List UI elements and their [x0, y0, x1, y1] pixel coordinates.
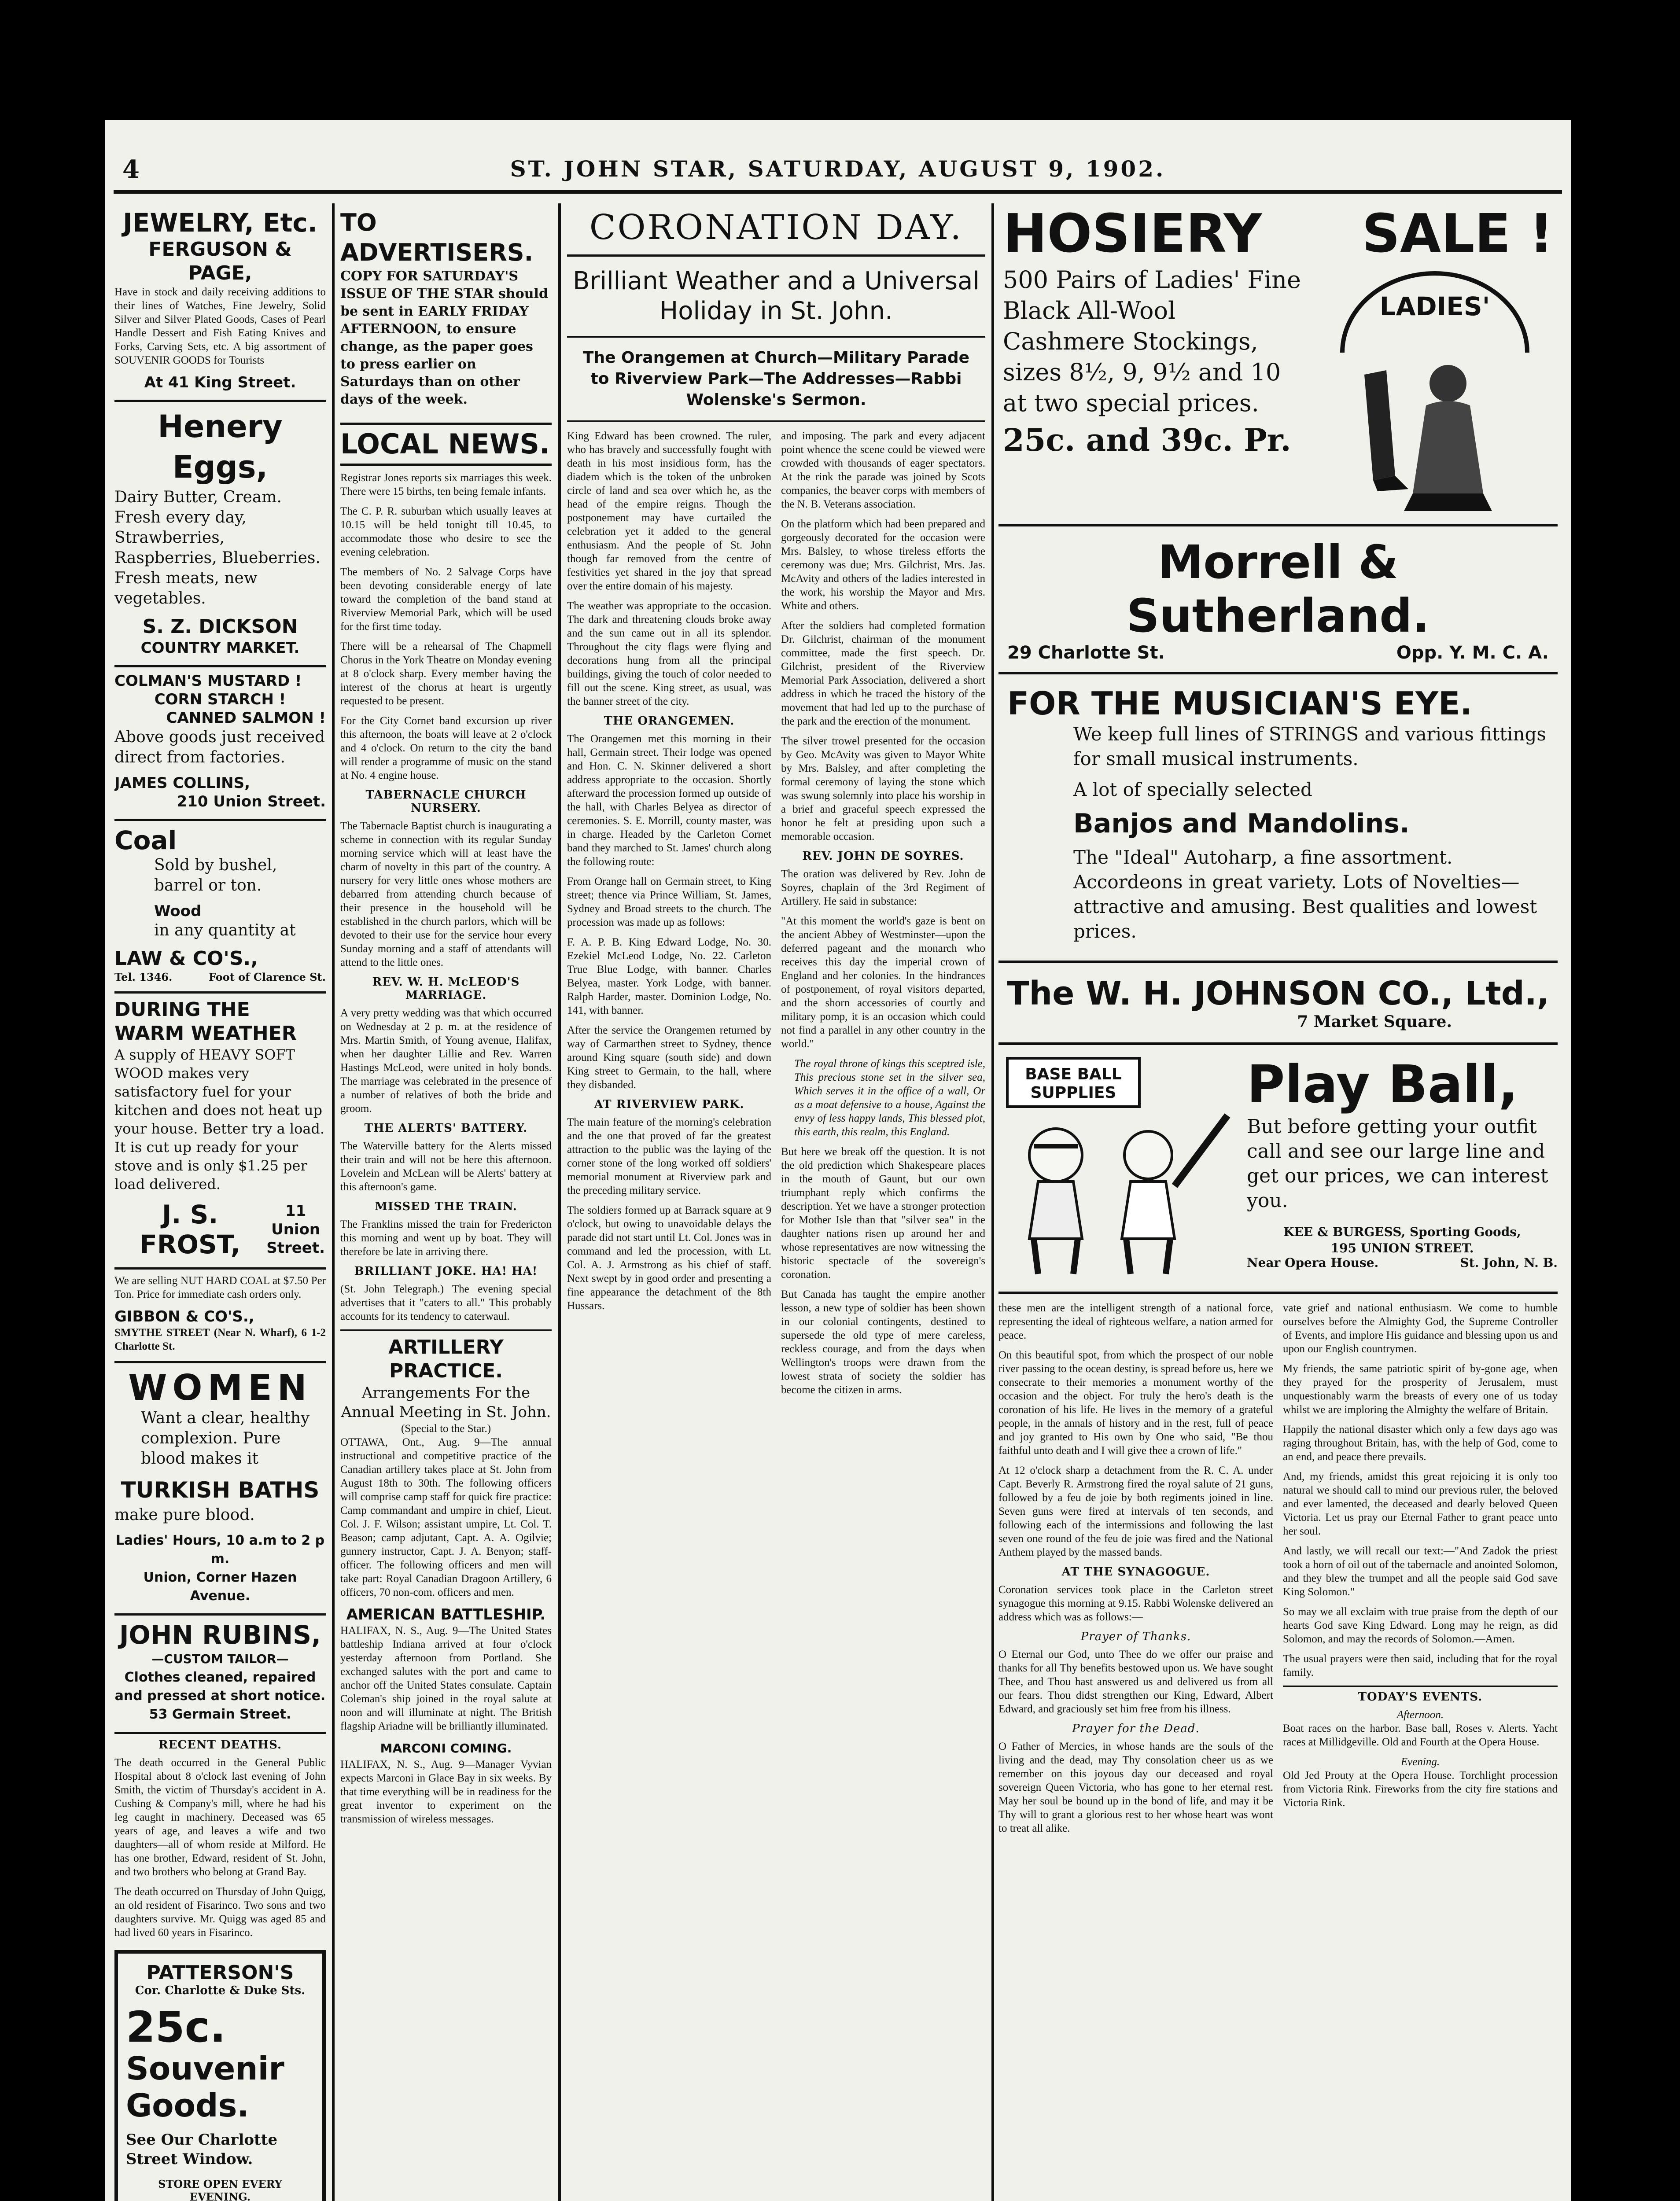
article-paragraph: The members of No. 2 Salvage Corps have been devoting considerable energy of late toward the completion of the band stand at Riverview Memorial Park, which will be used for the first time today. — [340, 566, 552, 633]
events-list: Boat races on the harbor. Base ball, Roses v. Alerts. Yacht races at Millidgeville. Old and Fourth at the Opera House. — [1283, 1723, 1558, 1748]
ad-name-collins: JAMES COLLINS, — [114, 774, 251, 792]
article-heading: TABERNACLE CHURCH NURSERY. — [365, 788, 527, 815]
notice-body-advertisers: COPY FOR SATURDAY'S ISSUE OF THE STAR should be sent in EARLY FRIDAY AFTERNOON, to ensure change, as the paper goes to press earlier on Saturdays than on other days of the week. — [340, 269, 548, 407]
svg-text:SUPPLIES: SUPPLIES — [1030, 1084, 1116, 1102]
article-paragraph: At 12 o'clock sharp a detachment from the R. C. A. under Capt. Beverly R. Armstrong fired the royal salute of 21 guns, followed by a feu de joie by both regiments joined in line. Seven guns were fired at intervals of ten seconds, and following each of the intermissions and following the last seven one round of the feu de joie was fired and the National Anthem played by the massed bands. — [998, 1465, 1273, 1558]
coronation-lower-right — [1283, 1301, 1558, 1841]
article-paragraph: The usual prayers were then said, including that for the royal family. — [1283, 1653, 1558, 1678]
ad-heading-hosiery: HOSIERY — [1003, 203, 1262, 265]
article-paragraph: The oration was delivered by Rev. John de Soyres, chaplain of the 3rd Regiment of Artillery. He said in substance: — [781, 868, 985, 907]
ad-heading-turkish: TURKISH BATHS — [121, 1477, 320, 1503]
hosiery-figure-icon — [1312, 265, 1558, 520]
ad-heading-women: WOMEN — [128, 1367, 312, 1408]
ad-city-kee: St. John, N. B. — [1460, 1255, 1558, 1270]
ad-address-morrell: 29 Charlotte St. — [1007, 643, 1165, 663]
article-heading: BRILLIANT JOKE. HA! HA! — [354, 1265, 538, 1278]
ad-body-musician: A lot of specially selected — [1073, 779, 1312, 800]
baseball-player-icon — [998, 1054, 1236, 1283]
ad-body-ferguson: Have in stock and daily receiving additions to their lines of Watches, Fine Jewelry, Solid Silver and Silver Plated Goods, Cases of Pearl Handle Dessert and Fish Eating Knives and Forks, Carving Sets, etc. A big assortment of SOUVENIR GOODS for Tourists — [114, 286, 326, 366]
article-paragraph: The Tabernacle Baptist church is inaugurating a scheme in connection with its regular Sunday morning service which will at least have the charm of novelty in this part of the country. A nursery for very little ones whose mothers are debarred from attending church because of their presence in the household will be established in the church parlors, which will be devoted to their use for the service hour every Sunday morning and a staff of attendants will attend to the little ones. — [340, 820, 552, 968]
ad-price-hosiery: 25c. and 39c. Pr. — [1003, 422, 1291, 458]
ladies-hosiery-illustration — [1312, 265, 1558, 520]
ad-warm-weather — [114, 994, 326, 1270]
column-rule — [332, 203, 335, 2201]
article-heading: MISSED THE TRAIN. — [375, 1200, 517, 1213]
ad-body-warm: A supply of HEAVY SOFT WOOD makes very satisfactory fuel for your kitchen and does not heat up your house. Better try a load. It is cut up ready for your stove and is only $1.25 per load delivered. — [114, 1046, 325, 1193]
ad-see-patterson: See Our Charlotte Street Window. — [126, 2131, 278, 2168]
article-paragraph: HALIFAX, N. S., Aug. 9—Manager Vyvian expects Marconi in Glace Bay in six weeks. By that time everything will be in readiness for the great inventor to experiment on the transmission of wireless messages. — [340, 1759, 552, 1825]
svg-text:BASE BALL: BASE BALL — [1025, 1065, 1122, 1083]
ad-name-gibbon: GIBBON & CO'S., — [114, 1308, 254, 1325]
article-paragraph: After the service the Orangemen returned by way of Carmarthen street to Sydney, thence around King square (south side) and down King street to Germain, to the hall, where they disbanded. — [567, 1024, 771, 1091]
ad-heading-henery: Henery Eggs, — [158, 409, 283, 485]
article-paragraph: O Father of Mercies, in whose hands are the souls of the living and the dead, may Thy consolation cheer us as we remember on this joyous day our deceased and royal sovereign Queen Victoria, who has gone to her eternal rest. May her soul be bound up in the bond of life, and may it be Thy will to grant a glorious rest to her whose heart was wont to treat all alike. — [998, 1741, 1273, 1834]
ad-opp-morrell: Opp. Y. M. C. A. — [1396, 643, 1549, 663]
ad-morrell-sutherland — [998, 524, 1558, 674]
hosiery-art-lettering: LADIES' — [1379, 291, 1490, 321]
article-heading: THE ALERTS' BATTERY. — [364, 1122, 528, 1135]
masthead-rule — [114, 190, 1562, 194]
column-rule — [991, 203, 994, 2201]
article-paragraph: And, my friends, amidst this great rejoicing it is only too natural we should call to mind our previous ruler, the beloved and ever lamented, the deceased and dearly beloved Queen Victoria. Let us pray our Eternal Father to grant peace unto her soul. — [1283, 1471, 1558, 1537]
article-paragraph: Coronation services took place in the Carleton street synagogue this morning at 9.15. Rabbi Wolenske delivered an address which was as follows:— — [998, 1584, 1273, 1623]
ad-body-rubins: Clothes cleaned, repaired and pressed at short notice. — [114, 1670, 326, 1704]
column-1-ads — [114, 203, 326, 2201]
events-subheading: Afternoon. — [1396, 1709, 1444, 1721]
ad-hours-turkish: Ladies' Hours, 10 a.m to 2 p m. — [115, 1533, 325, 1567]
column-rule — [558, 203, 561, 2201]
article-deck-artillery: Arrangements For the Annual Meeting in St. John. — [341, 1384, 551, 1421]
ad-body-henery: Dairy Butter, Cream. Fresh every day, Strawberries, Raspberries, Blueberries. Fresh meats, new vegetables. — [114, 488, 321, 607]
ad-name-morrell: Morrell & Sutherland. — [1126, 535, 1430, 643]
article-paragraph: The Franklins missed the train for Fredericton this morning and went up by boat. They will therefore be late in arriving there. — [340, 1218, 552, 1258]
article-paragraph: Registrar Jones reports six marriages this week. There were 15 births, ten being female infants. — [340, 472, 552, 497]
ad-store-patterson: STORE OPEN EVERY EVENING. — [158, 2178, 282, 2201]
article-paragraph: A very pretty wedding was that which occurred on Wednesday at 2 p. m. at the residence of Mrs. Martin Smith, of Young avenue, Halifax, when her daughter Lillie and Rev. Warren Hastings McLeod, were united in holy bonds. The marriage was celebrated in the presence of a number of relatives of both the bride and groom. — [340, 1007, 552, 1115]
article-paragraph: So may we all exclaim with true praise from the depth of our hearts God save King Edward. Long may he reign, as did Solomon, and may the records of Solomon.—Amen. — [1283, 1606, 1558, 1645]
article-paragraph: HALIFAX, N. S., Aug. 9—The United States battleship Indiana arrived at four o'clock yesterday afternoon from Portland. She exchanged salutes with the port and came to anchor off the United States consulate. Captain Coleman's ship joined in the royal salute at noon and will illuminate at night. The British flagship Ariadne will be brilliantly illuminated. — [340, 1625, 552, 1732]
article-recent-deaths — [114, 1738, 326, 1940]
ad-address-rubins: 53 Germain Street. — [149, 1707, 291, 1722]
page-number: 4 — [122, 155, 140, 184]
article-paragraph: My friends, the same patriotic spirit of by-gone age, when they prayed for the prosperity of Jerusalem, must unquestionably warm the breasts of every one of us today whilst we are imploring the Almighty the welfare of Britain. — [1283, 1363, 1558, 1416]
ad-john-rubins — [114, 1616, 326, 1734]
article-paragraph: The soldiers formed up at Barrack square at 9 o'clock, but owing to unavoidable delays the parade did not start until Lt. Col. Jones was in command and led the procession, with Lt. Col. A. J. Armstrong as his chief of staff. Next swept by in good order and presenting a fine appearance the detachment of the 8th Hussars. — [567, 1204, 771, 1312]
article-paragraph: For the City Cornet band excursion up river this afternoon, the boats will leave at 2 o'clock and 4 o'clock. On return to the city the band will render a programme of music on the stand at No. 4 engine house. — [340, 715, 552, 781]
ad-heading-play-ball: Play Ball, — [1247, 1054, 1518, 1115]
ad-heading-musician: FOR THE MUSICIAN'S EYE. — [1007, 685, 1472, 722]
article-paragraph: The silver trowel presented for the occasion by Geo. McAvity was given to Mayor White by Mrs. Balsley, and after completing the formal ceremony of laying the stone which was swung solemnly into place his worship in a brief and graceful speech expressed the honor he felt at presiding upon such a memorable occasion. — [781, 735, 985, 843]
ad-price-patterson: 25c. — [126, 2002, 226, 2052]
article-dateline: (Special to the Star.) — [401, 1423, 491, 1435]
deck-coronation: Brilliant Weather and a Universal Holiday in St. John. — [567, 257, 985, 338]
article-quote: The royal throne of kings this sceptred isle, This precious stone set in the silver sea, Which serves it in the office of a wall, Or as a moat defensive to a house, Against the envy of less happy lands, This blessed plot, this earth, this realm, this England. — [794, 1058, 985, 1138]
ad-law-coal — [114, 821, 326, 994]
ad-ferguson-page — [114, 203, 326, 402]
ad-james-collins — [114, 667, 326, 821]
ad-patterson — [114, 1950, 326, 2201]
ad-body-hosiery: 500 Pairs of Ladies' Fine Black All-Wool Cashmere Stockings, sizes 8½, 9, 9½ and 10 at two special prices. — [1003, 266, 1301, 417]
article-heading-battleship: AMERICAN BATTLESHIP. — [346, 1606, 546, 1623]
events-list: Old Jed Prouty at the Opera House. Torchlight procession from Victoria Rink. Fireworks from the city fire stations and Victoria Rink. — [1283, 1770, 1558, 1809]
ad-sub-dickson: COUNTRY MARKET. — [140, 639, 300, 657]
article-heading: REV. W. H. McLEOD'S MARRIAGE. — [372, 975, 520, 1002]
ad-address-johnson: 7 Market Square. — [1297, 1012, 1452, 1031]
ad-address-frost: 11 Union Street. — [266, 1202, 325, 1257]
ad-address-collins: 210 Union Street. — [177, 793, 326, 810]
ad-wh-johnson — [998, 963, 1558, 1045]
ad-name-frost: J. S. FROST, — [140, 1200, 240, 1259]
ad-body-women: Want a clear, healthy complexion. Pure blood makes it — [141, 1409, 310, 1468]
article-paragraph: The Orangemen met this morning in their hall, Germain street. Their lodge was opened and Hon. C. N. Skinner delivered a short address appropriate to the occasion. Shortly afterward the procession formed up outside of the hall, with Charles Belyea as director of ceremonies. S. E. Morrill, county master, was in charge. Headed by the Carleton Cornet band they marched to St. James' church along the following route: — [567, 733, 771, 868]
article-heading: RECENT DEATHS. — [158, 1738, 282, 1752]
ad-name-patterson: PATTERSON'S — [146, 1962, 294, 1984]
ad-address-law: Foot of Clarence St. — [208, 971, 326, 983]
ad-sub-turkish: make pure blood. — [114, 1506, 255, 1524]
ad-body-musician: The "Ideal" Autoharp, a fine assortment. Accordeons in great variety. Lots of Novelties—attractive and amusing. Best qualities and lowest prices. — [1073, 847, 1537, 942]
article-paragraph: vate grief and national enthusiasm. We come to humble ourselves before the Almighty God, the Supreme Controller of Events, and implore His guidance and blessing upon us and upon our English countrymen. — [1283, 1302, 1558, 1355]
coronation-left-column — [567, 429, 771, 1403]
notice-heading-advertisers: TO ADVERTISERS. — [340, 209, 534, 266]
coronation-lower-left — [998, 1301, 1273, 1841]
ad-hosiery-sale — [998, 203, 1558, 520]
ad-wood-label: Wood — [154, 902, 202, 920]
article-heading-marconi: MARCONI COMING. — [380, 1741, 512, 1756]
ad-sub-rubins: —CUSTOM TAILOR— — [151, 1652, 289, 1666]
article-paragraph: Happily the national disaster which only a few days ago was raging throughout Britain, has, with the help of God, come to an end, and peace there prevails. — [1283, 1424, 1558, 1463]
ad-address-ferguson: At 41 King Street. — [144, 374, 296, 391]
ad-turkish-baths — [114, 1363, 326, 1616]
ad-heading-sale: SALE ! — [1362, 203, 1553, 265]
newspaper-title: ST. JOHN STAR, SATURDAY, AUGUST 9, 1902. — [510, 156, 1166, 182]
article-paragraph: The death occurred in the General Public Hospital about 8 o'clock last evening of John Smith, the victim of Thursday's accident in A. Cushing & Company's mill, where he had his leg caught in machinery. Deceased was 65 years of age, and leaves a wife and two daughters—all of whom reside at Milford. He has one brother, Edward, resident of St. John, and two brothers who belong at Grand Bay. — [114, 1757, 326, 1878]
ad-heading-warm: DURING THE WARM WEATHER — [114, 998, 297, 1045]
article-subheading: Prayer of Thanks. — [1080, 1630, 1191, 1643]
article-paragraph: On this beautiful spot, from which the prospect of our noble river passing to the ocean destiny, is spread before us, here we consecrate to their memories a monument worthy of the occasion and the object. For truly the hero's death is the coronation of his life. He lives in the memory of a grateful people, in the annals of history and in the rest, full of peace and joy granted to His own by One who said, "Be thou faithful unto death and I will give thee a crown of life." — [998, 1349, 1273, 1457]
article-paragraph: But here we break off the question. It is not the old prediction which Shakespeare places in the mouth of Gaunt, but our own triumphant reply which confirms the description. Yet we have a stronger protection for Mother Isle than that "silver sea" in the daughter nations risen up around her and whose representatives are now witnessing the historic spectacle of the sovereign's coronation. — [781, 1146, 985, 1281]
article-paragraph: F. A. P. B. King Edward Lodge, No. 30. Ezekiel McLeod Lodge, No. 22. Carleton True Blue Lodge, with banner. Charles Belyea, master. York Lodge, with banner. Ralph Harder, master. Dominion Lodge, No. 141, with banner. — [567, 936, 771, 1016]
article-heading: REV. JOHN DE SOYRES. — [802, 850, 964, 863]
ad-gibbon — [114, 1270, 326, 1363]
ad-corner-patterson: Cor. Charlotte & Duke Sts. — [135, 1984, 306, 1997]
article-heading: AT RIVERVIEW PARK. — [594, 1098, 744, 1111]
ad-tel-law: Tel. 1346. — [114, 971, 173, 983]
ad-heading-coal: Coal — [114, 825, 177, 855]
ad-name-johnson: The W. H. JOHNSON CO., Ltd., — [1007, 975, 1549, 1012]
ad-banjos: Banjos and Mandolins. — [1073, 808, 1410, 839]
ad-wood-body: in any quantity at — [154, 921, 296, 939]
headline-coronation-day: CORONATION DAY. — [567, 203, 985, 257]
ad-name-law: LAW & CO'S., — [114, 947, 258, 970]
article-paragraph: The main feature of the morning's celebration and the one that proved of far the greatest attraction to the public was the laying of the corner stone of the long worked off soldiers' memorial monument at Riverview park and the preceding military service. — [567, 1116, 771, 1196]
article-paragraph: There will be a rehearsal of The Chapmell Chorus in the York Theatre on Monday evening at 8 o'clock sharp. Every member having the interest of the chorus at heart is urgently requested to be present. — [340, 640, 552, 707]
column-3-coronation — [567, 203, 985, 2201]
collins-item: CORN STARCH ! — [154, 691, 286, 708]
events-subheading: Evening. — [1400, 1756, 1440, 1768]
article-paragraph: and imposing. The park and every adjacent point whence the scene could be viewed were crowded with thousands of eager spectators. At the rink the parade was joined by Scots companies, the beaver corps with members of the N. B. Veterans association. — [781, 430, 985, 510]
article-paragraph: After the soldiers had completed formation Dr. Gilchrist, chairman of the monument committee, made the first speech. Dr. Gilchrist, president of the Riverview Memorial Park Association, delivered a short address in which he traced the history of the movement that had led up to the purchase of the park and the erection of the monument. — [781, 620, 985, 727]
ad-near-kee: Near Opera House. — [1247, 1255, 1379, 1270]
article-heading: THE ORANGEMEN. — [604, 714, 735, 728]
deck-coronation-sub: The Orangemen at Church—Military Parade to Riverview Park—The Addresses—Rabbi Wolenske's Sermon. — [567, 338, 985, 422]
ad-musicians-eye — [998, 674, 1558, 963]
collins-item: COLMAN'S MUSTARD ! — [114, 672, 302, 690]
article-paragraph: O Eternal our God, unto Thee do we offer our praise and thanks for all Thy benefits bestowed upon us. We have sought Thee, and Thou hast answered us and delivered us from all our fears. Thou didst strengthen our King, Edward, Albert Edward, and graciously set him free from his illness. — [998, 1649, 1273, 1715]
ad-body-musician: We keep full lines of STRINGS and various fittings for small musical instruments. — [1073, 723, 1546, 769]
article-paragraph: The C. P. R. suburban which usually leaves at 10.15 will be held tonight till 10.45, to accommodate those who desire to see the evening celebration. — [340, 505, 552, 558]
ad-street-kee: 195 UNION STREET. — [1330, 1241, 1474, 1255]
baseball-illustration — [998, 1054, 1236, 1283]
newspaper-page — [105, 120, 1571, 2201]
ad-body-play-ball: But before getting your outfit call and see our large line and get our prices, we can interest you. — [1247, 1115, 1548, 1212]
ad-name-dickson: S. Z. DICKSON — [142, 615, 298, 638]
ad-henery-eggs — [114, 402, 326, 667]
coronation-continued — [998, 1301, 1558, 1841]
article-paragraph: these men are the intelligent strength of a national force, representing the ideal of righteous welfare, a nation armed for peace. — [998, 1302, 1273, 1341]
ad-name-kee: KEE & BURGESS, Sporting Goods, — [1283, 1225, 1521, 1239]
coronation-right-column — [781, 429, 985, 1403]
article-paragraph: The weather was appropriate to the occasion. The dark and threatening clouds broke away and the sun came out in all its splendor. Throughout the city flags were flying and decorations hung from all the principal buildings, giving the touch of color needed to fill out the scene. King street, as usual, was the banner street of the city. — [567, 600, 771, 707]
article-paragraph: On the platform which had been prepared and gorgeously decorated for the occasion were Mrs. Balsley, to whose tireless efforts the ceremony was due; Mrs. Gilchrist, Mrs. Jas. McAvity and others of the ladies interested in the work, his worship the Mayor and Mrs. White and others. — [781, 518, 985, 612]
ad-address-turkish: Union, Corner Hazen Avenue. — [143, 1570, 297, 1604]
column-2-local-news — [340, 203, 552, 2201]
ad-name-ferguson: FERGUSON & PAGE, — [148, 238, 292, 284]
ad-heading-jewelry: JEWELRY, Etc. — [123, 208, 317, 238]
article-paragraph: "At this moment the world's gaze is bent on the ancient Abbey of Westminster—upon the deferred pageant and the monarch who receives this day the imperial crown of England and her colonies. In the hindrances of postponement, of royal visitors departed, and the shorn accessories of courtly and military pomp, it is an occasion which could not find a parallel in any other country in the world." — [781, 915, 985, 1050]
article-paragraph: The Waterville battery for the Alerts missed their train and will not be here this afternoon. Lovelein and McLean will be Alerts' battery at this afternoon's game. — [340, 1140, 552, 1193]
ad-body-nut-coal: We are selling NUT HARD COAL at $7.50 Per Ton. Price for immediate cash orders only. — [114, 1275, 326, 1300]
article-paragraph: But Canada has taught the empire another lesson, a new type of soldier has been shown in our colonial contingents, destined to supersede the old type of mere careless, reckless courage, and from the days when Wellington's troops were drawn from the lowest strata of society the soldier has become the citizen in arms. — [781, 1288, 985, 1396]
notice-advertisers — [340, 203, 552, 425]
article-paragraph: King Edward has been crowned. The ruler, who has bravely and successfully fought with death in his most insidious form, has the diadem which is the token of the unbroken circle of land and sea over which he, as the head of the empire reigns. Though the postponement may have curtailed the celebration yet it added to the general enthusiasm. And the people of St. John though far removed from the centre of festivities yet shared in the joy that spread over the entire domain of his majesty. — [567, 430, 771, 592]
ad-kee-burgess — [998, 1045, 1558, 1294]
ad-name-rubins: JOHN RUBINS, — [119, 1620, 321, 1650]
article-heading-events: TODAY'S EVENTS. — [1283, 1686, 1558, 1704]
article-heading-artillery: ARTILLERY PRACTICE. — [340, 1329, 552, 1383]
article-paragraph: The death occurred on Thursday of John Quigg, an old resident of Fisarinco. Two sons and two daughters survive. Mr. Quigg was aged 85 and had lived 60 years in Fisarinco. — [114, 1886, 326, 1939]
ad-body-collins: Above goods just received direct from factories. — [114, 728, 325, 766]
collins-item: CANNED SALMON ! — [166, 709, 326, 727]
section-heading-local-news: LOCAL NEWS. — [340, 425, 552, 466]
ad-address-gibbon: SMYTHE STREET (Near N. Wharf), 6 1-2 Charlotte St. — [114, 1327, 326, 1352]
ad-goods-patterson: Souvenir Goods. — [126, 2050, 284, 2124]
article-paragraph: From Orange hall on Germain street, to King street; thence via Prince William, St. James, Sydney and Broad streets to the church. The procession was made up as follows: — [567, 876, 771, 928]
coronation-body-top — [567, 429, 985, 1403]
ad-body-coal: Sold by bushel, barrel or ton. — [154, 856, 277, 894]
column-4-ads — [998, 203, 1558, 2201]
article-heading: AT THE SYNAGOGUE. — [1061, 1565, 1210, 1579]
article-paragraph: And lastly, we will recall our text:—"And Zadok the priest took a horn of oil out of the tabernacle and anointed Solomon, and they blew the trumpet and all the people said God save King Solomon." — [1283, 1545, 1558, 1598]
article-subheading: Prayer for the Dead. — [1072, 1722, 1200, 1735]
masthead — [105, 146, 1571, 188]
article-paragraph: (St. John Telegraph.) The evening special advertises that it "caters to all." This probably accounts for its tendency to caterwaul. — [340, 1283, 552, 1322]
article-paragraph: OTTAWA, Ont., Aug. 9—The annual instructional and competitive practice of the Canadian artillery takes place at St. John from August 18th to 30th. The following officers will comprise camp staff for quick fire practice: Camp commandant and umpire in chief, Lieut. Col. J. F. Wilson; assistant umpire, Lt. Col. T. Beason; camp adjutant, Capt. A. A. Ogilvie; gunnery instructor, Capt. J. A. Benyon; staff-officer. The following officers and men will take part: Royal Canadian Dragoon Artillery, 6 officers, 70 non-com. officers and men. — [340, 1436, 552, 1598]
